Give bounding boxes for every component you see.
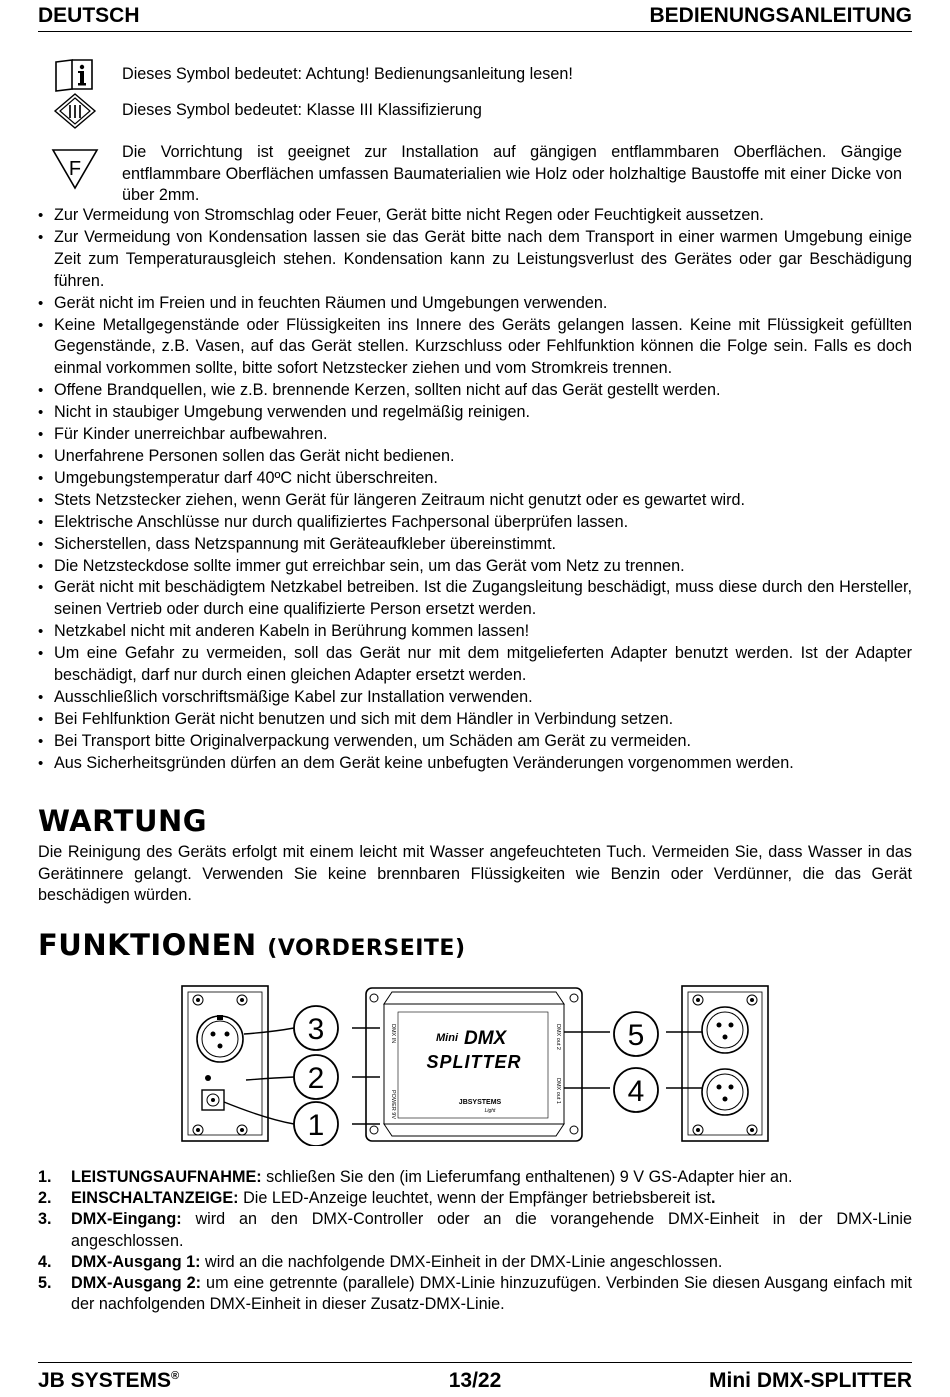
svg-text:4: 4: [627, 1075, 645, 1108]
list-item: • Bei Fehlfunktion Gerät nicht benutzen und sich mit dem Händler in Verbindung setzen.: [38, 709, 912, 731]
label-dmx-out-1: DMX out 1: [555, 1078, 561, 1104]
page-header: [38, 3, 912, 32]
list-item: • Keine Metallgegenstände oder Flüssigkeiten ins Innere des Geräts gelangen lassen. Keine mit Flüssigkeit gefüllten Gegenstände, z.B. Vasen, auf das Gerät stellen. Kurzschluss oder Fehlfunktion können die Folge sein. Falls es doch einmal vorkommen sollte, bitte sofort Netzstecker ziehen und vom Stromkreis trennen.: [38, 315, 912, 381]
section-title-funktionen: [38, 928, 466, 962]
list-item: • Gerät nicht im Freien und in feuchten Räumen und Umgebungen verwenden.: [38, 293, 912, 315]
device-label-dmx: DMX: [464, 1028, 507, 1049]
header-title: BEDIENUNGSANLEITUNG: [649, 4, 912, 27]
list-item: • Elektrische Anschlüsse nur durch qualifiziertes Fachpersonal überprüfen lassen.: [38, 512, 912, 534]
svg-text:III: III: [67, 102, 83, 122]
list-item: • Nicht in staubiger Umgebung verwenden und regelmäßig reinigen.: [38, 402, 912, 424]
symbol-text-flammable: Die Vorrichtung ist geeignet zur Installation auf gängigen entflammbaren Oberflächen. Gängige entflammbare Oberflächen umfassen Baumaterialien wie Holz oder holzhaltige Baustoffe mit einer Dicke von über 2mm.: [122, 143, 902, 204]
list-item: • Sicherstellen, dass Netzspannung mit Geräteaufkleber übereinstimmt.: [38, 534, 912, 556]
flammable-f-icon: [50, 147, 100, 191]
right-end-panel: [682, 986, 768, 1141]
funktionen-subtitle: (VORDERSEITE): [267, 936, 466, 961]
left-end-panel: [182, 986, 268, 1141]
label-dmx-out-2: DMX out 2: [555, 1024, 561, 1050]
list-item: • Umgebungstemperatur darf 40ºC nicht überschreiten.: [38, 468, 912, 490]
function-list: [38, 1167, 912, 1315]
svg-text:5: 5: [627, 1019, 645, 1052]
safety-instructions-list: [38, 205, 912, 775]
list-item: 1. LEISTUNGSAUFNAHME: schließen Sie den (im Lieferumfang enthaltenen) 9 V GS-Adapter hier an.: [38, 1168, 793, 1186]
svg-text:1: 1: [307, 1109, 325, 1142]
header-language: DEUTSCH: [38, 4, 140, 27]
svg-text:3: 3: [307, 1013, 325, 1046]
list-item: • Zur Vermeidung von Stromschlag oder Feuer, Gerät bitte nicht Regen oder Feuchtigkeit aussetzen.: [38, 205, 912, 227]
callout-1: [294, 1102, 338, 1146]
list-item: • Aus Sicherheitsgründen dürfen an dem Gerät keine unbefugten Veränderungen vorgenommen werden.: [38, 753, 912, 775]
list-item: • Für Kinder unerreichbar aufbewahren.: [38, 424, 912, 446]
callout-5: [614, 1012, 658, 1056]
list-item: • Netzkabel nicht mit anderen Kabeln in Berührung kommen lassen!: [38, 621, 912, 643]
list-item: • Unerfahrene Personen sollen das Gerät nicht bedienen.: [38, 446, 912, 468]
wartung-text: Die Reinigung des Geräts erfolgt mit einem leicht mit Wasser angefeuchteten Tuch. Vermeiden Sie, dass Wasser in das Gerätinnere gelangt. Verwenden Sie keine brennbaren Flüssigkeiten wie Benzin oder Verdünner, die das Gerät beschädigen würden.: [38, 843, 912, 904]
power-led: [205, 1075, 211, 1081]
page-number: 13/22: [448, 1369, 502, 1392]
callout-4: [614, 1068, 658, 1112]
list-item: • Ausschließlich vorschriftsmäßige Kabel zur Installation verwenden.: [38, 687, 912, 709]
list-item: 4. DMX-Ausgang 1: wird an die nachfolgende DMX-Einheit in der DMX-Linie angeschlossen.: [38, 1252, 723, 1271]
svg-text:F: F: [68, 158, 82, 180]
device-front-diagram: [180, 984, 770, 1146]
symbol-text-class-iii: Dieses Symbol bedeutet: Klasse III Klassifizierung: [122, 101, 482, 119]
svg-text:2: 2: [307, 1062, 325, 1095]
page-footer: [38, 1362, 912, 1397]
brand-logo-text: JBSYSTEMS: [458, 1099, 502, 1106]
info-manual-icon: [52, 58, 96, 92]
label-dmx-in: DMX IN: [390, 1024, 396, 1044]
list-item: • Offene Brandquellen, wie z.B. brennende Kerzen, sollten nicht auf das Gerät gestellt werden.: [38, 380, 912, 402]
list-item: • Zur Vermeidung von Kondensation lassen sie das Gerät bitte nach dem Transport in einer warmen Umgebung einige Zeit zum Temperaturausgleich stehen. Kondensation kann zu Leistungsverlust des Gerätes oder gar Beschädigung führen.: [38, 227, 912, 293]
callout-2: [294, 1055, 338, 1099]
list-item: • Um eine Gefahr zu vermeiden, soll das Gerät nur mit dem mitgelieferten Adapter benutzt werden. Ist der Adapter beschädigt, darf nur durch einen gleichen Adapter ersetzt werden.: [38, 643, 912, 687]
list-item: 2. EINSCHALTANZEIGE: Die LED-Anzeige leuchtet, wenn der Empfänger betriebsbereit ist.: [38, 1189, 716, 1208]
section-title-wartung: WARTUNG: [38, 804, 208, 838]
list-item: • Stets Netzstecker ziehen, wenn Gerät für längeren Zeitraum nicht genutzt oder es gewartet wird.: [38, 490, 912, 512]
funktionen-title: FUNKTIONEN: [38, 928, 257, 962]
callout-3: [294, 1006, 338, 1050]
footer-brand: JB SYSTEMS®: [38, 1369, 180, 1392]
list-item: • Die Netzsteckdose sollte immer gut erreichbar sein, um das Gerät vom Netz zu trennen.: [38, 556, 912, 578]
footer-product: Mini DMX-SPLITTER: [709, 1369, 912, 1392]
symbol-text-info: Dieses Symbol bedeutet: Achtung! Bedienungsanleitung lesen!: [122, 65, 573, 83]
label-power: POWER 9V: [390, 1090, 396, 1120]
list-item: • Bei Transport bitte Originalverpackung verwenden, um Schäden am Gerät zu vermeiden.: [38, 731, 912, 753]
device-label-splitter: SPLITTER: [426, 1052, 522, 1072]
list-item: 5. DMX-Ausgang 2: um eine getrennte (parallele) DMX-Linie hinzuzufügen. Verbinden Sie diesen Ausgang einfach mit der nachfolgenden DMX-Einheit in dieser Zusatz-DMX-Linie.: [38, 1274, 912, 1314]
device-label-mini: Mini: [436, 1032, 458, 1044]
class-iii-icon: [53, 92, 97, 130]
list-item: 3. DMX-Eingang: wird an den DMX-Controller oder an die vorangehende DMX-Einheit in der DMX-Linie angeschlossen.: [38, 1210, 912, 1250]
brand-sub-text: Light: [484, 1108, 496, 1114]
splitter-housing: [366, 988, 582, 1141]
list-item: • Gerät nicht mit beschädigtem Netzkabel betreiben. Ist die Zugangsleitung beschädigt, muss diese durch den Hersteller, seinen Vertrieb oder durch eine qualifizierte Person ersetzt werden.: [38, 577, 912, 621]
